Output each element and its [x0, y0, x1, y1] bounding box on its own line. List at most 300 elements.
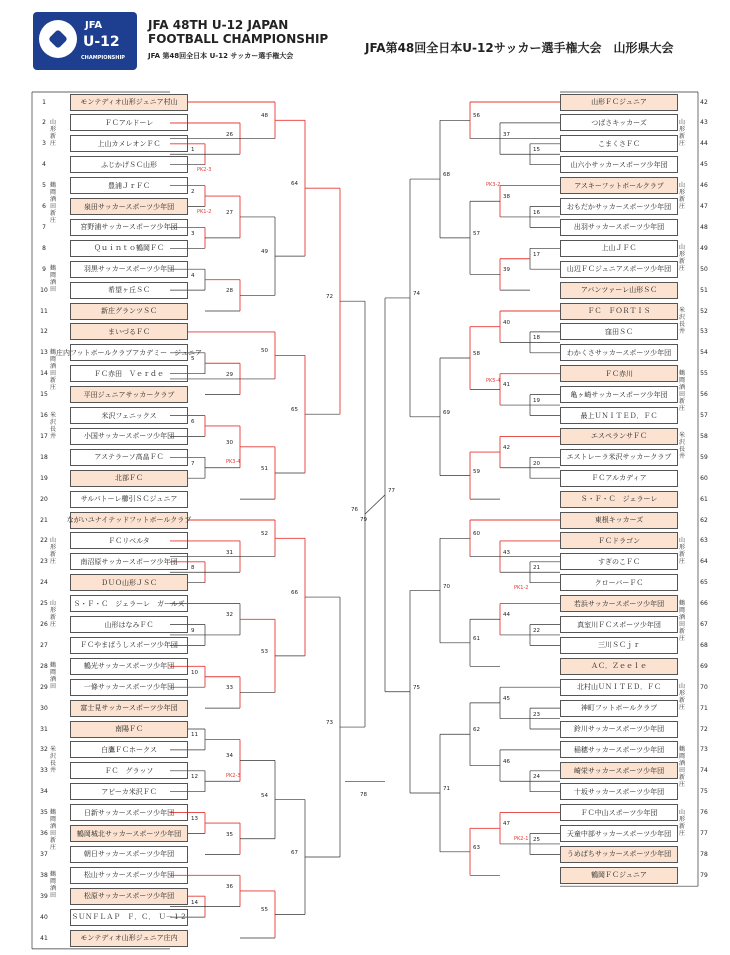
team-name: アビーカ米沢ＦＣ	[70, 783, 188, 800]
team-row	[560, 406, 716, 426]
match-number: 57	[473, 230, 480, 237]
match-number: 33	[226, 685, 233, 692]
team-number: 50	[700, 265, 708, 273]
team-name: 松山サッカースポーツ少年団	[70, 867, 188, 884]
team-number: 70	[700, 683, 708, 691]
match-number: 12	[191, 774, 198, 781]
match-number: 61	[473, 635, 480, 642]
team-row	[32, 322, 188, 342]
match-number: 48	[261, 113, 268, 120]
team-number: 43	[700, 119, 708, 127]
team-name: アスキーフットボールクラブ	[560, 177, 678, 194]
team-name: 神町フットボールクラブ	[560, 700, 678, 717]
pk-note: PK2-3	[226, 772, 241, 779]
match-number: 16	[533, 209, 540, 216]
team-number: 36	[40, 830, 48, 837]
team-name: サルパトーレ櫛引ＳＣジュニア	[70, 491, 188, 508]
team-name: ＦＣドラゴン	[560, 532, 678, 549]
region-label: 山形新庄	[678, 536, 685, 565]
team-number: 8	[42, 244, 46, 252]
team-name: ＤＵＯ山形ＪＳＣ	[70, 574, 188, 591]
team-number: 60	[700, 474, 708, 482]
team-number: 48	[700, 223, 708, 231]
team-row	[560, 824, 716, 844]
match-number: 41	[503, 382, 510, 389]
team-row	[560, 573, 716, 593]
region-label: 鶴岡酒田新庄	[49, 348, 56, 391]
match-number: 56	[473, 113, 480, 120]
match-number: 54	[261, 792, 268, 799]
team-number: 61	[700, 495, 708, 503]
match-number: 34	[226, 753, 233, 760]
team-number: 77	[700, 830, 708, 837]
pk-note: PK3-2	[486, 181, 501, 188]
team-name: 上山ＪＦＣ	[560, 240, 678, 257]
team-number: 44	[700, 140, 708, 148]
team-name: 鶴光サッカースポーツ少年団	[70, 658, 188, 675]
team-name: 山辺ＦＣジュニアスポーツ少年団	[560, 261, 678, 278]
team-name: 米沢フェニックス	[70, 407, 188, 424]
team-number: 28	[40, 662, 48, 670]
team-name: 山六小サッカースポーツ少年団	[560, 156, 678, 173]
region-label: 鶴岡酒田	[49, 265, 56, 294]
team-number: 63	[700, 537, 708, 545]
title-english: JFA 48TH U-12 JAPAN FOOTBALL CHAMPIONSHIP	[148, 18, 329, 46]
team-row	[560, 134, 716, 154]
team-row	[32, 907, 188, 927]
team-number: 47	[700, 203, 708, 210]
team-name: 若浜サッカースポーツ少年団	[560, 595, 678, 612]
match-number: 6	[191, 418, 195, 425]
team-number: 69	[700, 662, 708, 670]
team-name: 鶴岡城北サッカースポーツ少年団	[70, 825, 188, 842]
pk-note: PK2-1	[514, 835, 529, 842]
match-number: 24	[533, 774, 540, 781]
region-label: 米沢長井	[49, 745, 56, 774]
team-name: ふじかげＳＣ山形	[70, 156, 188, 173]
pk-note: PK5-4	[486, 377, 501, 384]
team-name: ＦＣアルドーレ	[70, 114, 188, 131]
region-label: 鶴岡酒田	[49, 871, 56, 900]
team-number: 67	[700, 621, 708, 628]
region-label: 山形新庄	[49, 536, 56, 565]
region-label: 山形新庄	[49, 599, 56, 628]
region-label: 山形新庄	[678, 118, 685, 147]
region-label: 山形新庄	[678, 181, 685, 210]
pk-note: PK1-2	[197, 208, 212, 215]
match-number: 40	[503, 319, 510, 326]
team-number: 49	[700, 244, 708, 252]
team-number: 19	[40, 474, 48, 482]
team-number: 58	[700, 432, 708, 440]
team-row	[560, 489, 716, 509]
match-number: 15	[533, 147, 540, 154]
team-number: 20	[40, 495, 48, 503]
match-number: 37	[503, 131, 510, 138]
team-number: 46	[700, 182, 708, 190]
team-number: 12	[40, 328, 48, 336]
team-number: 26	[40, 621, 48, 628]
match-number: 77	[388, 487, 395, 494]
team-number: 55	[700, 370, 708, 378]
match-number: 13	[191, 816, 198, 823]
team-name: 日新サッカースポーツ少年団	[70, 804, 188, 821]
team-row	[560, 531, 716, 551]
team-name: 新庄グランツＳＣ	[70, 303, 188, 320]
team-row	[32, 510, 192, 530]
region-label: 鶴岡酒田新庄	[49, 181, 56, 224]
team-name: 十坂サッカースポーツ少年団	[560, 783, 678, 800]
team-row	[560, 468, 716, 488]
team-number: 11	[40, 307, 48, 315]
team-name: 北村山ＵＮＩＴＥＤ．ＦＣ	[560, 679, 678, 696]
team-name: Ｑｕｉｎｔｏ鶴岡ＦＣ	[70, 240, 188, 257]
match-number: 44	[503, 612, 510, 619]
match-number: 26	[226, 131, 233, 138]
match-number: 79	[360, 517, 367, 524]
team-number: 57	[700, 412, 708, 419]
team-name: こまくさＦＣ	[560, 135, 678, 152]
match-number: 76	[351, 507, 358, 514]
match-number: 50	[261, 348, 268, 355]
bracket-line	[365, 495, 385, 514]
match-number: 38	[503, 194, 510, 201]
match-number: 45	[503, 695, 510, 702]
team-number: 18	[40, 453, 48, 461]
team-number: 3	[42, 140, 46, 148]
team-row	[560, 322, 716, 342]
team-name: モンテディオ山形ジュニア村山	[70, 94, 188, 111]
match-number: 72	[326, 294, 333, 301]
team-number: 2	[42, 119, 46, 127]
team-row	[560, 594, 716, 614]
team-name: 山形ＦＣジュニア	[560, 94, 678, 111]
match-number: 5	[191, 356, 195, 363]
team-row	[560, 155, 716, 175]
match-number: 51	[261, 465, 268, 472]
region-label: 鶴岡酒田新庄	[678, 599, 685, 642]
match-number: 28	[226, 288, 233, 295]
team-name: 上山カメレオンＦＣ	[70, 135, 188, 152]
team-name: 泉田サッカースポーツ少年団	[70, 198, 188, 215]
team-name: 平田ジュニアサッカークラブ	[70, 386, 188, 403]
team-name: 一條サッカースポーツ少年団	[70, 679, 188, 696]
match-number: 55	[261, 907, 268, 914]
team-number: 71	[700, 704, 708, 712]
logo-championship: CHAMPIONSHIP	[81, 55, 125, 61]
match-number: 17	[533, 251, 540, 258]
team-name: ＦＣ中山スポーツ少年団	[560, 804, 678, 821]
team-name: 鶴岡ＦＣジュニア	[560, 867, 678, 884]
team-number: 66	[700, 600, 708, 608]
region-label: 米沢長井	[49, 411, 56, 440]
team-row	[560, 301, 716, 321]
team-name: おもだかサッカースポーツ少年団	[560, 198, 678, 215]
team-row	[32, 782, 188, 802]
team-number: 75	[700, 788, 708, 796]
team-row	[32, 489, 188, 509]
team-row	[560, 615, 716, 635]
team-row	[32, 155, 188, 175]
team-name: 富士見サッカースポーツ少年団	[70, 700, 188, 717]
team-number: 38	[40, 871, 48, 879]
team-row	[560, 92, 716, 112]
team-number: 39	[40, 892, 48, 900]
team-row	[560, 677, 716, 697]
match-number: 32	[226, 612, 233, 619]
team-name: 東根キッカーズ	[560, 512, 678, 529]
team-row	[560, 698, 716, 718]
team-number: 24	[40, 579, 48, 587]
team-number: 29	[40, 683, 48, 691]
match-number: 10	[191, 669, 198, 676]
team-name: 山形はなみＦＣ	[70, 616, 188, 633]
team-name: ＦＣ グラッソ	[70, 762, 188, 779]
team-number: 21	[40, 516, 48, 524]
team-number: 59	[700, 453, 708, 461]
pk-note: PK2-3	[197, 166, 212, 173]
team-row	[560, 426, 716, 446]
region-label: 山形新庄	[678, 808, 685, 837]
team-name: わかくさサッカースポーツ少年団	[560, 344, 678, 361]
team-number: 52	[700, 307, 708, 315]
team-name: 南沼原サッカースポーツ少年団	[70, 553, 188, 570]
match-number: 22	[533, 627, 540, 634]
team-row	[32, 698, 188, 718]
logo-jfa: JFA	[85, 20, 103, 31]
match-number: 7	[191, 460, 195, 467]
team-number: 22	[40, 537, 48, 545]
match-number: 66	[291, 590, 298, 597]
team-number: 15	[40, 391, 48, 399]
match-number: 73	[326, 720, 333, 727]
team-row	[32, 447, 188, 467]
team-row	[560, 385, 716, 405]
team-row	[560, 719, 716, 739]
match-number: 58	[473, 351, 480, 358]
team-number: 74	[700, 767, 708, 775]
team-row	[560, 259, 716, 279]
match-number: 62	[473, 727, 480, 734]
match-number: 36	[226, 883, 233, 890]
team-row	[560, 113, 716, 133]
match-number: 53	[261, 648, 268, 655]
region-label: 鶴岡酒田新庄	[678, 369, 685, 412]
team-number: 7	[42, 223, 46, 231]
team-number: 68	[700, 641, 708, 649]
match-number: 23	[533, 711, 540, 718]
region-label: 鶴岡酒田新庄	[678, 745, 685, 788]
team-name: ＦＣ ＦＯＲＴＩＳ	[560, 303, 678, 320]
match-number: 65	[291, 407, 298, 414]
team-row	[560, 176, 716, 196]
team-name: 天童中部サッカースポーツ少年団	[560, 825, 678, 842]
team-name: 小国サッカースポーツ少年団	[70, 428, 188, 445]
team-number: 30	[40, 704, 48, 712]
team-name: ＦＣ赤田 Ｖｅｒｄｅ	[70, 365, 188, 382]
team-name: つばさキッカーズ	[560, 114, 678, 131]
team-name: モンテディオ山形ジュニア庄内	[70, 930, 188, 947]
region-label: 鶴岡酒田新庄	[49, 808, 56, 851]
team-number: 56	[700, 391, 708, 399]
team-row	[560, 865, 716, 885]
match-number: 31	[226, 549, 233, 556]
match-number: 27	[226, 209, 233, 216]
team-number: 35	[40, 809, 48, 817]
team-row	[560, 238, 716, 258]
team-number: 41	[40, 934, 48, 942]
team-row	[560, 197, 716, 217]
team-row	[560, 740, 716, 760]
team-number: 45	[700, 161, 708, 169]
pk-note: PK1-2	[514, 584, 529, 591]
team-number: 76	[700, 809, 708, 817]
match-number: 39	[503, 267, 510, 274]
match-number: 42	[503, 445, 510, 452]
team-row	[560, 447, 716, 467]
team-number: 32	[40, 746, 48, 754]
match-number: 20	[533, 460, 540, 467]
team-number: 51	[700, 286, 708, 294]
match-number: 25	[533, 836, 540, 843]
match-number: 71	[443, 786, 450, 792]
team-row	[560, 510, 716, 530]
title-japanese-small: JFA 第48回全日本 U-12 サッカー選手権大会	[148, 52, 294, 60]
match-number: 78	[360, 792, 367, 799]
team-name: 宮野浦サッカースポーツ少年団	[70, 219, 188, 236]
team-number: 79	[700, 871, 708, 879]
region-label: 山形新庄	[678, 244, 685, 273]
team-name: ながいユナイテッドフットボールクラブ	[70, 512, 188, 529]
team-number: 65	[700, 579, 708, 587]
team-number: 10	[40, 286, 48, 294]
match-number: 69	[443, 409, 450, 416]
match-number: 4	[191, 272, 195, 279]
match-number: 74	[413, 290, 420, 297]
team-name: 庄内フットボールクラブアカデミー ジュニア	[70, 344, 188, 361]
team-row	[560, 552, 716, 572]
match-number: 3	[191, 230, 195, 237]
team-number: 31	[40, 725, 48, 733]
match-number: 59	[473, 468, 480, 475]
match-number: 2	[191, 189, 195, 196]
pk-note: PK3-4	[226, 459, 241, 466]
match-number: 43	[503, 549, 510, 556]
team-name: 松原サッカースポーツ少年団	[70, 888, 188, 905]
team-number: 17	[40, 432, 48, 440]
region-label: 山形新庄	[49, 118, 56, 147]
match-number: 60	[473, 531, 480, 538]
team-row	[560, 635, 716, 655]
team-name: 北部ＦＣ	[70, 470, 188, 487]
match-number: 47	[503, 821, 510, 828]
team-name: クローバーＦＣ	[560, 574, 678, 591]
team-number: 13	[40, 349, 48, 357]
team-number: 4	[42, 161, 46, 169]
team-number: 62	[700, 516, 708, 524]
team-name: 白鷹ＦＣホークス	[70, 741, 188, 758]
team-name: 朝日サッカースポーツ少年団	[70, 846, 188, 863]
region-label: 山形新庄	[678, 683, 685, 712]
match-number: 9	[191, 627, 195, 634]
team-name: うめばちサッカースポーツ少年団	[560, 846, 678, 863]
team-name: 崎栄サッカースポーツ少年団	[560, 762, 678, 779]
team-name: 三川ＳＣｊｒ	[560, 637, 678, 654]
team-row	[560, 761, 716, 781]
match-number: 35	[226, 831, 233, 838]
match-number: 64	[291, 181, 298, 188]
team-row	[32, 719, 188, 739]
team-name: 出羽サッカースポーツ少年団	[560, 219, 678, 236]
region-label: 米沢長井	[678, 432, 685, 461]
team-number: 23	[40, 558, 48, 566]
team-number: 33	[40, 767, 48, 775]
team-number: 42	[700, 98, 708, 106]
team-name: ＦＣアルカディア	[560, 470, 678, 487]
match-number: 29	[226, 371, 233, 378]
team-row	[560, 217, 716, 237]
team-row	[32, 468, 188, 488]
team-name: エスペランサＦＣ	[560, 428, 678, 445]
team-name: ＦＣやまばうしスポーツ少年団	[70, 637, 188, 654]
match-number: 8	[191, 565, 195, 572]
match-number: 67	[291, 850, 298, 856]
match-number: 68	[443, 172, 450, 179]
team-number: 64	[700, 558, 708, 566]
team-number: 40	[40, 913, 48, 921]
match-number: 52	[261, 531, 268, 538]
team-number: 54	[700, 349, 708, 357]
team-number: 34	[40, 788, 48, 796]
region-label: 米沢長井	[678, 307, 685, 335]
match-number: 18	[533, 335, 540, 342]
team-number: 53	[700, 328, 708, 336]
team-row	[560, 803, 716, 823]
team-name: 亀ヶ崎サッカースポーツ少年団	[560, 386, 678, 403]
team-name: Ｓ・Ｆ・Ｃ ジェラーレ	[560, 491, 678, 508]
match-number: 21	[533, 565, 540, 572]
team-row	[32, 238, 188, 258]
team-name: 稲穂サッカースポーツ少年団	[560, 741, 678, 758]
team-name: すぎのこＦＣ	[560, 553, 678, 570]
team-name: 南陽ＦＣ	[70, 721, 188, 738]
team-name: 羽黒サッカースポーツ少年団	[70, 261, 188, 278]
team-name: アバンツァーレ山形ＳＣ	[560, 282, 678, 299]
team-name: 鈴川サッカースポーツ少年団	[560, 721, 678, 738]
team-name: 最上ＵＮＩＴＥＤ．ＦＣ	[560, 407, 678, 424]
page-title: JFA第48回全日本U-12サッカー選手権大会 山形県大会	[365, 41, 674, 55]
team-row	[560, 782, 716, 802]
team-number: 73	[700, 746, 708, 754]
team-number: 16	[40, 412, 48, 419]
match-number: 63	[473, 844, 480, 851]
team-name: アステラーソ高畠ＦＣ	[70, 449, 188, 466]
team-row	[560, 364, 716, 384]
team-row	[560, 844, 716, 864]
team-number: 5	[42, 182, 46, 190]
region-label: 鶴岡酒田	[49, 662, 56, 691]
logo-u12: U-12	[83, 34, 120, 50]
team-name: まいづるＦＣ	[70, 323, 188, 340]
team-name: ＦＣリベルタ	[70, 532, 188, 549]
match-number: 75	[413, 684, 420, 691]
team-name: エストレーラ米沢サッカークラブ	[560, 449, 678, 466]
team-number: 37	[40, 850, 48, 858]
match-number: 70	[443, 583, 450, 590]
match-number: 30	[226, 439, 233, 446]
match-number: 49	[261, 249, 268, 256]
team-row	[32, 92, 188, 112]
